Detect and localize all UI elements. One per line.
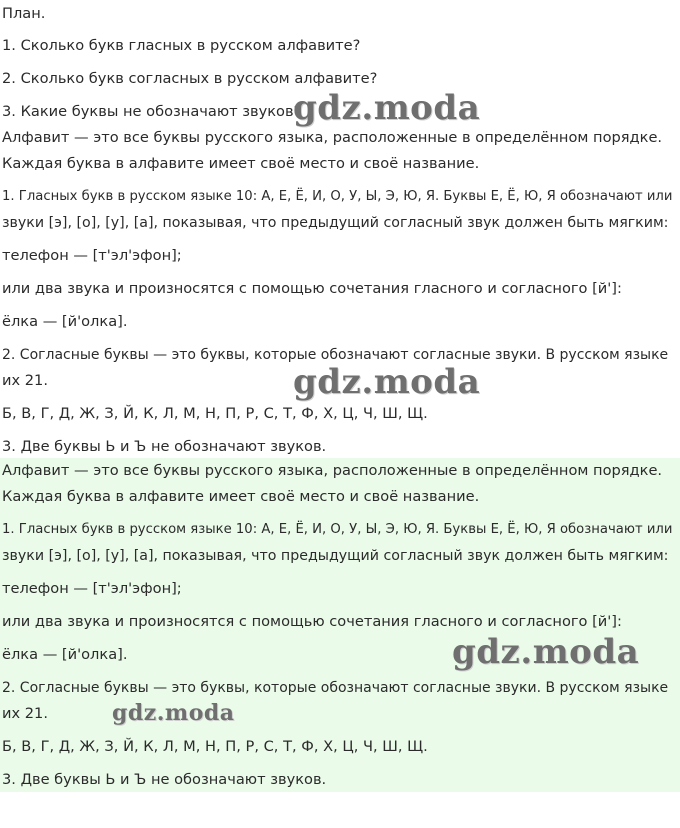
answer-2-line-1: 2. Согласные буквы — это буквы, которые обозначают согласные звуки. В русском языке	[2, 680, 669, 696]
watermark: gdz.moda	[293, 88, 481, 128]
answer-2-line-2: их 21.	[2, 372, 48, 389]
watermark: gdz.moda	[112, 700, 235, 726]
example-telefon: телефон — [т'эл'эфон];	[2, 580, 182, 597]
example-yolka: ёлка — [й'олка].	[2, 313, 128, 330]
question-1: 1. Сколько букв гласных в русском алфавите?	[2, 37, 361, 54]
answer-3: 3. Две буквы Ь и Ъ не обозначают звуков.	[2, 438, 327, 455]
answer-1-line-1: 1. Гласных букв в русском языке 10: А, Е, Ё, И, О, У, Ы, Э, Ю, Я. Буквы Е, Ё, Ю, Я обозначают или	[2, 522, 673, 537]
intro-line-2: Каждая буква в алфавите имеет своё место и своё название.	[2, 488, 480, 505]
answer-1-line-2: звуки [э], [о], [у], [а], показывая, что предыдущий согласный звук должен быть мягким:	[2, 215, 669, 231]
watermark: gdz.moda	[293, 362, 481, 402]
answer-1-line-2: звуки [э], [о], [у], [а], показывая, что предыдущий согласный звук должен быть мягким:	[2, 548, 669, 564]
plan-title: План.	[2, 5, 46, 22]
answer-1-line-3: или два звука и произносятся с помощью сочетания гласного и согласного [й']:	[2, 613, 622, 630]
intro-line-1: Алфавит — это все буквы русского языка, расположенные в определённом порядке.	[2, 129, 663, 146]
example-yolka: ёлка — [й'олка].	[2, 646, 128, 663]
answer-2-line-2: их 21.	[2, 705, 48, 722]
answer-2-line-1: 2. Согласные буквы — это буквы, которые обозначают согласные звуки. В русском языке	[2, 347, 669, 363]
example-telefon: телефон — [т'эл'эфон];	[2, 247, 182, 264]
answer-1-line-1: 1. Гласных букв в русском языке 10: А, Е, Ё, И, О, У, Ы, Э, Ю, Я. Буквы Е, Ё, Ю, Я обозначают или	[2, 189, 673, 204]
answer-1-line-3: или два звука и произносятся с помощью сочетания гласного и согласного [й']:	[2, 280, 622, 297]
question-2: 2. Сколько букв согласных в русском алфавите?	[2, 70, 378, 87]
consonant-letters: Б, В, Г, Д, Ж, З, Й, К, Л, М, Н, П, Р, С, Т, Ф, Х, Ц, Ч, Ш, Щ.	[2, 405, 428, 422]
intro-line-2: Каждая буква в алфавите имеет своё место и своё название.	[2, 155, 480, 172]
consonant-letters: Б, В, Г, Д, Ж, З, Й, К, Л, М, Н, П, Р, С, Т, Ф, Х, Ц, Ч, Ш, Щ.	[2, 738, 428, 755]
watermark: gdz.moda	[452, 632, 640, 672]
intro-line-1: Алфавит — это все буквы русского языка, расположенные в определённом порядке.	[2, 462, 663, 479]
question-3: 3. Какие буквы не обозначают звуков?	[2, 103, 302, 120]
answer-3: 3. Две буквы Ь и Ъ не обозначают звуков.	[2, 771, 327, 788]
